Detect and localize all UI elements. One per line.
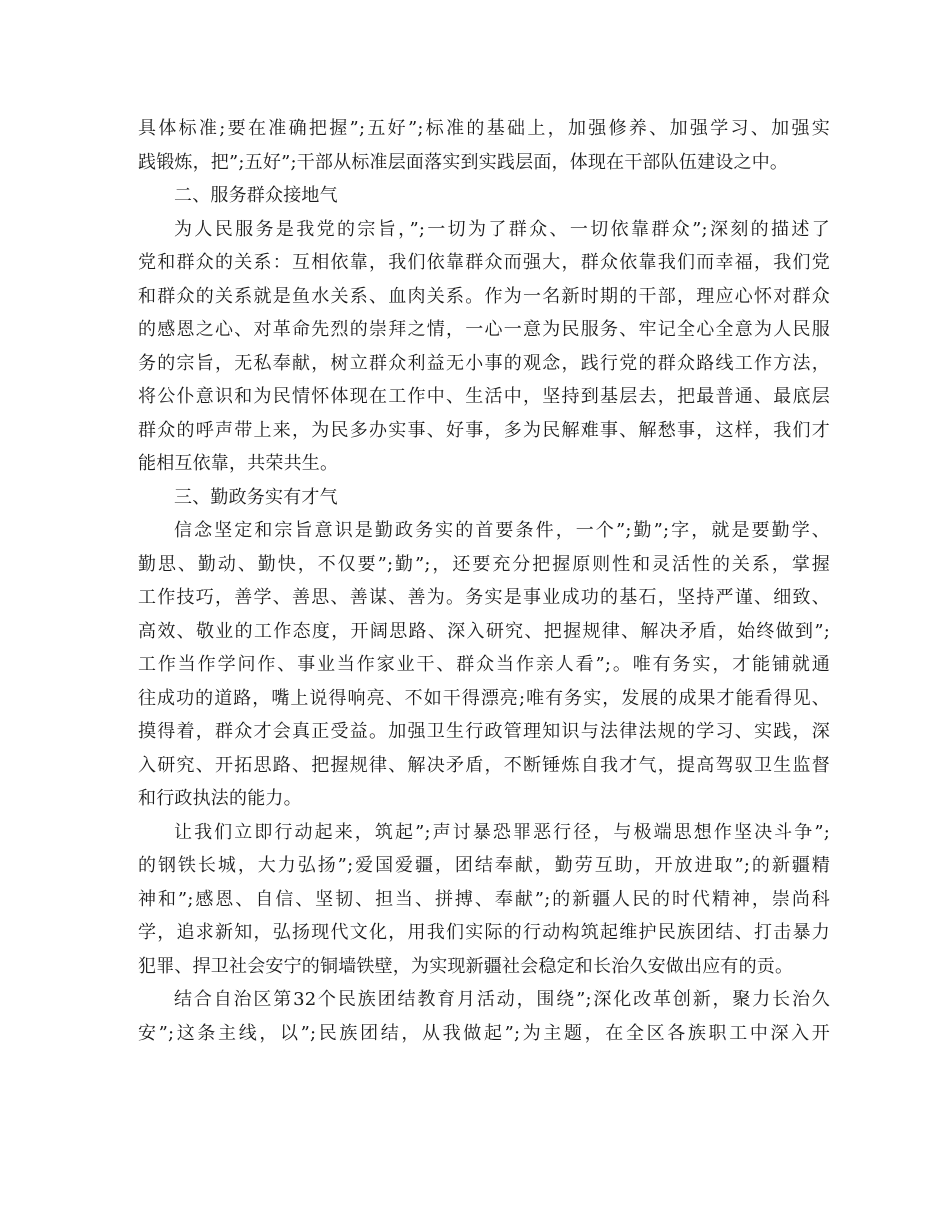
- text-line: 入研究、开拓思路、把握规律、解决矛盾，不断锤炼自我才气，提高驾驭卫生监督: [138, 754, 830, 776]
- paragraph-ethnic-unity-month: [138, 983, 830, 1050]
- text-line: 勤思、勤动、勤快，不仅要”;勤”;，还要充分把握原则性和灵活性的关系，掌握: [138, 553, 830, 575]
- paragraph-call-to-action: [138, 816, 830, 984]
- text-line: 工作当作学问作、事业当作家业干、群众当作亲人看”;。唯有务实，才能铺就通: [138, 654, 830, 675]
- text-line: 和群众的关系就是鱼水关系、血肉关系。作为一名新时期的干部，理应心怀对群众: [138, 285, 830, 307]
- text-line: 摸得着，群众才会真正受益。加强卫生行政管理知识与法律法规的学习、实践，深: [138, 721, 830, 742]
- text-line: 让我们立即行动起来，筑起”;声讨暴恐罪恶行径，与极端思想作坚决斗争”;: [174, 821, 830, 843]
- text-line: 具体标准;要在准确把握”;五好”;标准的基础上，加强修养、加强学习、加强实: [138, 118, 830, 139]
- text-line: 安”;这条主线，以”;民族团结，从我做起”;为主题，在全区各族职工中深入开: [138, 1022, 830, 1044]
- text-line: 工作技巧，善学、善思、善谋、善为。务实是事业成功的基石，坚持严谨、细致、: [138, 587, 830, 608]
- text-line: 信念坚定和宗旨意识是勤政务实的首要条件，一个”;勤”;字，就是要勤学、: [174, 520, 830, 541]
- text-line: 的感恩之心、对革命先烈的崇拜之情，一心一意为民服务、牢记全心全意为人民服: [138, 319, 830, 340]
- text-line: 神和”;感恩、自信、坚韧、担当、拼搏、奉献”;的新疆人民的时代精神，崇尚科: [138, 888, 830, 910]
- paragraph-serve-masses: [138, 213, 830, 481]
- text-line: 高效、敬业的工作态度，开阔思路、深入研究、把握规律、解决矛盾，始终做到”;: [138, 620, 830, 642]
- text-line: 往成功的道路，嘴上说得响亮、不如干得漂亮;唯有务实，发展的成果才能看得见、: [138, 687, 830, 709]
- text-line: 党和群众的关系：互相依靠，我们依靠群众而强大，群众依靠我们而幸福，我们党: [138, 252, 830, 273]
- section-heading-diligent-work: [138, 481, 830, 515]
- paragraph-continuation: [138, 112, 830, 179]
- heading-text: 二、服务群众接地气: [174, 185, 338, 206]
- text-line: 学，追求新知，弘扬现代文化，用我们实际的行动构筑起维护民族团结、打击暴力: [138, 922, 830, 943]
- section-heading-serve-masses: [138, 179, 830, 213]
- text-line: 群众的呼声带上来，为民多办实事、好事，多为民解难事、解愁事，这样，我们才: [138, 419, 830, 441]
- text-line: 能相互依靠，共荣共生。: [138, 453, 339, 474]
- text-line: 的钢铁长城，大力弘扬”;爱国爱疆，团结奉献，勤劳互助，开放进取”;的新疆精: [138, 855, 830, 876]
- text-line: 为人民服务是我党的宗旨，”;一切为了群众、一切依靠群众”;深刻的描述了: [174, 218, 830, 240]
- text-line: 践锻炼，把”;五好”;干部从标准层面落实到实践层面，体现在干部队伍建设之中。: [138, 151, 789, 173]
- text-line: 犯罪、捍卫社会安宁的铜墙铁壁，为实现新疆社会稳定和长治久安做出应有的贡。: [138, 955, 794, 977]
- text-line: 和行政执法的能力。: [138, 788, 302, 809]
- paragraph-diligent-work: [138, 514, 830, 816]
- text-line: 务的宗旨，无私奉献，树立群众利益无小事的观念，践行党的群众路线工作方法，: [138, 352, 830, 374]
- heading-text: 三、勤政务实有才气: [174, 486, 338, 508]
- text-line: 将公仆意识和为民情怀体现在工作中、生活中，坚持到基层去，把最普通、最底层: [138, 386, 830, 407]
- document-page: [138, 112, 830, 1050]
- text-line: 结合自治区第32个民族团结教育月活动，围绕”;深化改革创新，聚力长治久: [174, 989, 830, 1010]
